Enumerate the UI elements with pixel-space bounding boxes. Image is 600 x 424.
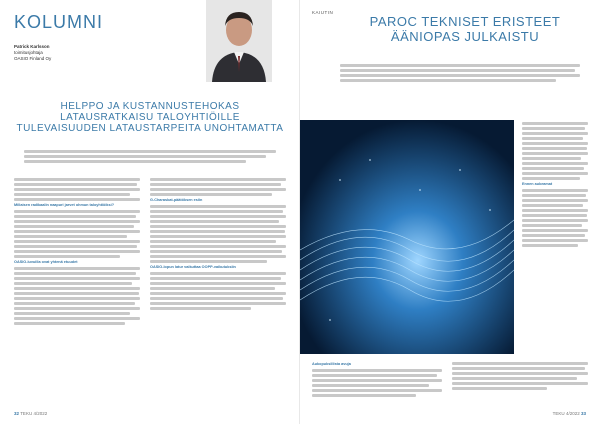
right-column-bottom-1 — [312, 360, 442, 399]
article-title: PAROC TEKNISET ERISTEET ÄÄNIOPAS JULKAISTU — [369, 14, 561, 44]
subhead-right-2: Aukopuksillista avuja — [312, 362, 351, 366]
article-lead-right — [340, 62, 580, 84]
footer-label-left: TEKU — [20, 411, 33, 416]
right-column-side — [522, 120, 588, 249]
right-page — [300, 0, 600, 424]
article-headline: HELPPO JA KUSTANNUSTEHOKAS LATAUSRATKAISU TALOYHTIÖILLE TULEVAISUUDEN LATAUSTARPEITA UNOHTAMATTA — [16, 101, 284, 134]
left-column-1 — [14, 176, 140, 327]
section-title: KOLUMNI — [14, 12, 104, 32]
subhead-2: OASIO-luvuilla ovat yhtenä etuudet — [14, 260, 78, 264]
right-column-bottom-2 — [452, 360, 588, 392]
page-number-right: 33 — [580, 411, 586, 416]
author-company: OASIO Finland Oy — [14, 56, 52, 61]
article-lead — [24, 148, 276, 165]
sound-wave-image — [300, 120, 514, 354]
footer-issue-right: 4/2022 — [565, 411, 580, 416]
subhead-right-1: Ennen aukeamat — [522, 182, 553, 186]
page-number-left: 32 — [14, 411, 20, 416]
author-name: Patrick Karlsson — [14, 44, 50, 49]
subhead-4: OASIO-lopun latur vaikuttaa OOPP-vaikutuksiin — [150, 265, 236, 269]
left-footer — [14, 411, 47, 416]
digital-wave-graphic — [300, 120, 514, 354]
subhead-1: Millaisen radikaalin naapuri jarvet ohmun taloyhtiöiksi? — [14, 203, 115, 207]
section-label: KAIUTIN — [312, 10, 334, 15]
author-role: toimitusjohtaja — [14, 50, 43, 55]
portrait-image — [206, 0, 272, 82]
subhead-3: G-Charaskat-päätöksen esiin — [150, 198, 203, 202]
author-photo — [206, 0, 272, 82]
author-block — [14, 44, 51, 62]
footer-label-right: TEKU — [552, 411, 565, 416]
left-column-2 — [150, 176, 286, 312]
footer-issue-left: 4/2022 — [33, 411, 48, 416]
right-footer — [553, 411, 586, 416]
